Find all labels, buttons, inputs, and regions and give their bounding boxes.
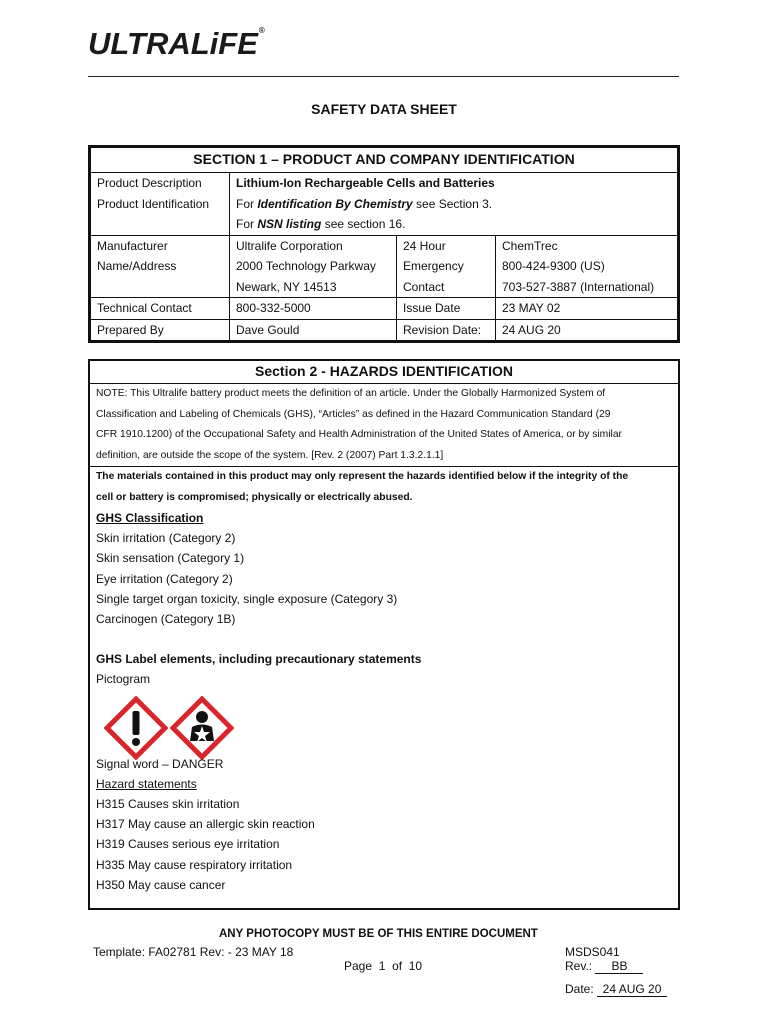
hazard-statements bbox=[90, 754, 678, 895]
pictogram-row bbox=[90, 690, 678, 754]
hazard-statements-heading: Hazard statements bbox=[96, 776, 197, 791]
signal-word: Signal word – DANGER bbox=[96, 756, 224, 771]
chemistry-reference: For Identification By Chemistry see Section 3. bbox=[236, 196, 493, 211]
list-item: Carcinogen (Category 1B) bbox=[96, 612, 236, 627]
msds-id: MSDS041 bbox=[565, 945, 620, 959]
health-hazard-icon bbox=[170, 696, 234, 760]
template-id: Template: FA02781 Rev: - 23 MAY 18 bbox=[93, 945, 294, 959]
list-item: H350 May cause cancer bbox=[96, 877, 226, 892]
list-item: Skin irritation (Category 2) bbox=[96, 531, 236, 546]
list-item: H315 Causes skin irritation bbox=[96, 797, 240, 812]
issue-date-value: 23 MAY 02 bbox=[496, 298, 678, 320]
integrity-warning: The materials contained in this product may only represent the hazards identified below if the integrity of the cell or battery is compromised; physically or electrically abused. bbox=[96, 471, 629, 503]
exclamation-mark-icon bbox=[104, 696, 168, 760]
photocopy-notice: ANY PHOTOCOPY MUST BE OF THIS ENTIRE DOCUMENT bbox=[219, 928, 538, 940]
list-item: Skin sensation (Category 1) bbox=[96, 551, 245, 566]
ghs-classification-heading: GHS Classification bbox=[96, 511, 204, 525]
issue-date-label: Issue Date bbox=[397, 298, 496, 320]
technical-contact-label: Technical Contact bbox=[91, 298, 230, 320]
revision: Rev.: BB bbox=[565, 959, 643, 974]
page-number: Page 1 of 10 bbox=[344, 959, 423, 973]
manufacturer-address: Ultralife Corporation 2000 Technology Parkway Newark, NY 14513 bbox=[230, 235, 397, 298]
prepared-by-label: Prepared By bbox=[91, 319, 230, 341]
hazard-body bbox=[90, 508, 678, 690]
prepared-by-value: Dave Gould bbox=[230, 319, 397, 341]
section-1-title: SECTION 1 – PRODUCT AND COMPANY IDENTIFICATION bbox=[91, 148, 678, 173]
footer-date: Date: 24 AUG 20 bbox=[565, 982, 667, 997]
revision-date-label: Revision Date: bbox=[397, 319, 496, 341]
section-2-box bbox=[88, 359, 680, 910]
document-title: SAFETY DATA SHEET bbox=[311, 101, 457, 117]
nsn-reference: For NSN listing see section 16. bbox=[236, 217, 406, 231]
emergency-label: 24 Hour Emergency Contact bbox=[397, 235, 496, 298]
ultralife-logo: ULTRALiFE® bbox=[88, 26, 265, 61]
revision-date-value: 24 AUG 20 bbox=[496, 319, 678, 341]
product-values bbox=[230, 173, 678, 236]
pictogram-label: Pictogram bbox=[96, 672, 151, 687]
header-rule bbox=[88, 76, 679, 77]
list-item: Single target organ toxicity, single exposure (Category 3) bbox=[96, 591, 398, 606]
list-item: H319 Causes serious eye irritation bbox=[96, 837, 280, 852]
section-2-title: Section 2 - HAZARDS IDENTIFICATION bbox=[90, 361, 678, 384]
list-item: H335 May cause respiratory irritation bbox=[96, 857, 293, 872]
product-labels: Product Description Product Identification bbox=[91, 173, 230, 236]
ghs-article-note: NOTE: This Ultralife battery product meets the definition of an article. Under the Globally Harmonized System of Classification and Labeling of Chemicals (GHS), “Articles” as defined in the Hazard Communication Standard (29 CFR 1910.1200) of the Occupational Safety and Health Administration of the United States of America, or by similar definition, are outside the scope of the system. [Rev. 2 (2007) Part 1.3.2.1.1] bbox=[90, 384, 678, 467]
list-item: Eye irritation (Category 2) bbox=[96, 571, 233, 586]
technical-contact-value: 800-332-5000 bbox=[230, 298, 397, 320]
section-1-table bbox=[88, 145, 680, 343]
label-elements-heading: GHS Label elements, including precautionary statements bbox=[96, 652, 422, 667]
emergency-contact: ChemTrec 800-424-9300 (US) 703-527-3887 (International) bbox=[496, 235, 678, 298]
product-name: Lithium-Ion Rechargeable Cells and Batteries bbox=[236, 176, 495, 190]
manufacturer-label: Manufacturer Name/Address bbox=[91, 235, 230, 298]
list-item: H317 May cause an allergic skin reaction bbox=[96, 817, 315, 832]
